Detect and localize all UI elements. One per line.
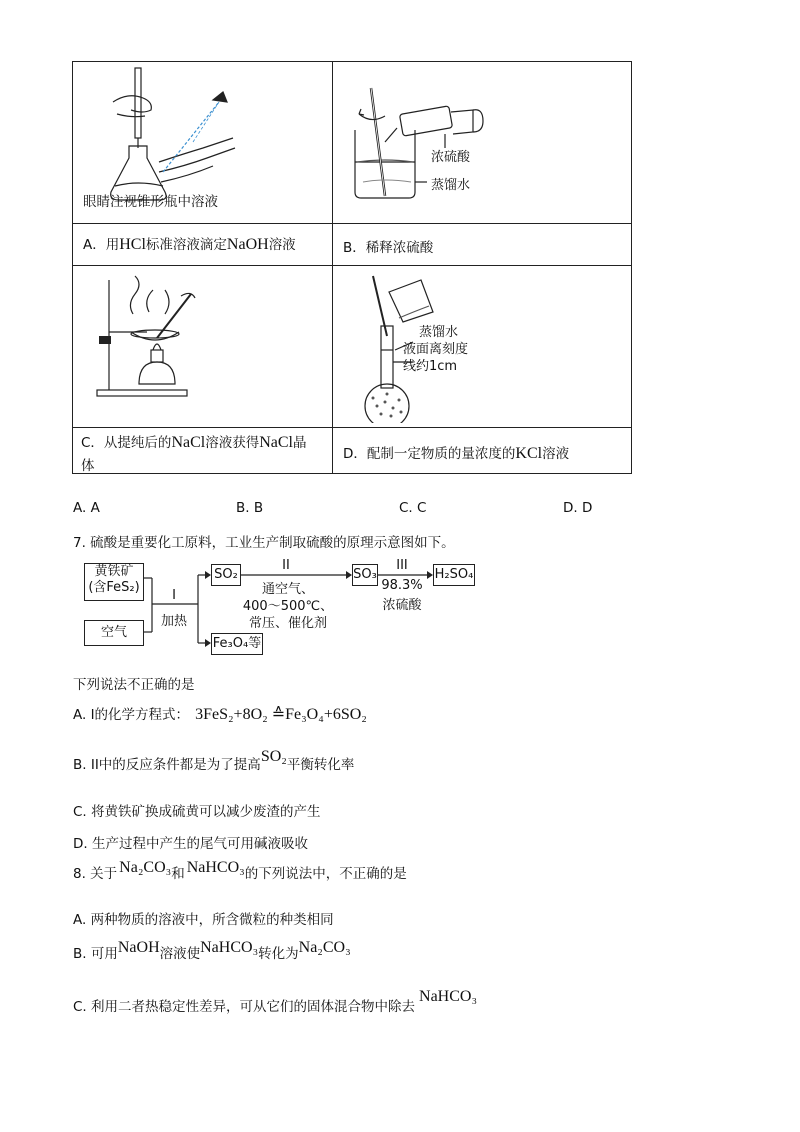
cell-a-image: [73, 62, 333, 224]
q8-option-b-mid2: 转化为: [258, 946, 299, 962]
q7-option-a-equation: 3FeS₂+8O₂ ≙Fe₃O₄+6SO₂: [195, 706, 367, 723]
c-caption-post2: 体: [81, 458, 95, 474]
box-pyrite: [84, 563, 144, 601]
step3-condition-1: 98.3%: [381, 578, 423, 593]
a-formula-naoh: NaOH: [226, 236, 269, 253]
a-formula-hcl: HCl: [119, 236, 146, 253]
q8-option-c-pre: C. 利用二者热稳定性差异，可从它们的固体混合物中除去: [73, 999, 416, 1015]
q7-option-a: [73, 703, 367, 724]
c-formula-nacl-1: NaCl: [171, 434, 206, 451]
q6-option-a: A. A: [73, 500, 100, 516]
q6-option-c: C. C: [399, 500, 427, 516]
b-caption: B．稀释浓硫酸: [343, 240, 434, 256]
cell-c-caption: [73, 428, 333, 474]
q8-option-a: A. 两种物质的溶液中，所含微粒的种类相同: [73, 912, 334, 928]
step2-condition-2: 400～500℃、: [242, 599, 334, 614]
label-distilled-water: 蒸馏水: [431, 178, 471, 193]
q8-option-c: [73, 988, 478, 1016]
d-caption-pre: D．配制一定物质的量浓度的: [343, 446, 516, 462]
q8-option-b-na2co3: Na₂CO₃: [298, 939, 351, 956]
box-air: 空气: [84, 620, 144, 646]
q7-option-b-pre: B. II中的反应条件都是为了提高: [73, 757, 261, 773]
box-so2: SO₂: [211, 564, 241, 586]
q8-stem-pre: 8. 关于: [73, 866, 118, 882]
q8-option-b: [73, 939, 351, 963]
c-caption-mid: 溶液获得: [205, 435, 260, 451]
c-caption-post1: 晶: [293, 435, 307, 451]
step2-condition-3: 常压、催化剂: [248, 616, 327, 631]
step3-condition-2: 浓硫酸: [382, 598, 422, 613]
cell-c-image: [73, 266, 333, 428]
label-liquid-level-2: 线约1cm: [403, 359, 458, 374]
label-liquid-level-1: 液面离刻度: [403, 342, 469, 357]
dilution-illustration: [333, 62, 631, 219]
q6-option-d: D. D: [563, 500, 593, 516]
cell-b-caption: [333, 224, 632, 266]
box-pyrite-line1: 黄铁矿: [94, 564, 134, 579]
step3-label: III: [396, 558, 408, 573]
q7-option-d: D. 生产过程中产生的尾气可用碱液吸收: [73, 836, 308, 852]
cell-a-caption: [73, 224, 333, 266]
q7-option-c: C. 将黄铁矿换成硫黄可以减少废渣的产生: [73, 804, 321, 820]
experiment-table: [72, 61, 632, 474]
cell-d-caption: [333, 428, 632, 474]
step1-condition: 加热: [160, 614, 187, 629]
q6-option-b: B. B: [236, 500, 264, 516]
a-caption-post: 溶液: [268, 237, 296, 253]
q7-question: 下列说法不正确的是: [73, 677, 195, 693]
d-caption-post: 溶液: [542, 446, 570, 462]
q8-stem: [73, 859, 407, 883]
cell-d-image: [333, 266, 632, 428]
volumetric-flask-illustration: [333, 266, 631, 423]
label-conc-acid: 浓硫酸: [431, 150, 471, 165]
step2-label: II: [282, 558, 290, 573]
d-formula-kcl: KCl: [515, 445, 543, 462]
q8-option-b-naoh: NaOH: [117, 939, 160, 956]
q8-option-b-mid: 溶液使: [159, 946, 201, 962]
q8-formula-nahco3: NaHCO₃: [186, 859, 245, 876]
q7-option-b-post: 平衡转化率: [286, 757, 355, 773]
q8-option-c-formula: NaHCO₃: [419, 988, 478, 1005]
q7-option-b: [73, 748, 355, 774]
q8-stem-and: 和: [171, 866, 185, 882]
a-caption-mid: 标准溶液滴定: [145, 237, 227, 253]
q8-option-b-pre: B. 可用: [73, 946, 118, 962]
box-so3: SO₃: [352, 564, 378, 586]
box-h2so4: H₂SO₄: [433, 564, 475, 586]
a-caption-pre: A．用: [83, 237, 120, 253]
q8-stem-post: 的下列说法中，不正确的是: [244, 866, 407, 882]
q7-stem: 7. 硫酸是重要化工原料，工业生产制取硫酸的原理示意图如下。: [73, 535, 455, 551]
q8-option-b-nahco3: NaHCO₃: [200, 939, 259, 956]
c-caption-pre: C．从提纯后的: [81, 435, 172, 451]
cell-a-image-caption: 眼睛注视锥形瓶中溶液: [83, 194, 218, 210]
cell-b-image: [333, 62, 632, 224]
q7-option-b-formula: SO₂: [260, 748, 287, 765]
step2-condition-1: 通空气、: [261, 582, 314, 597]
q8-formula-na2co3: Na₂CO₃: [119, 859, 172, 876]
c-formula-nacl-2: NaCl: [259, 434, 293, 451]
q7-option-a-pre: A. I的化学方程式：: [73, 707, 190, 723]
label-distilled-water-d: 蒸馏水: [419, 325, 459, 340]
step1-label: I: [172, 588, 176, 603]
evaporation-illustration: [73, 266, 332, 423]
box-fe3o4: Fe₃O₄等: [211, 633, 263, 655]
box-pyrite-line2: (含FeS₂): [88, 580, 140, 596]
